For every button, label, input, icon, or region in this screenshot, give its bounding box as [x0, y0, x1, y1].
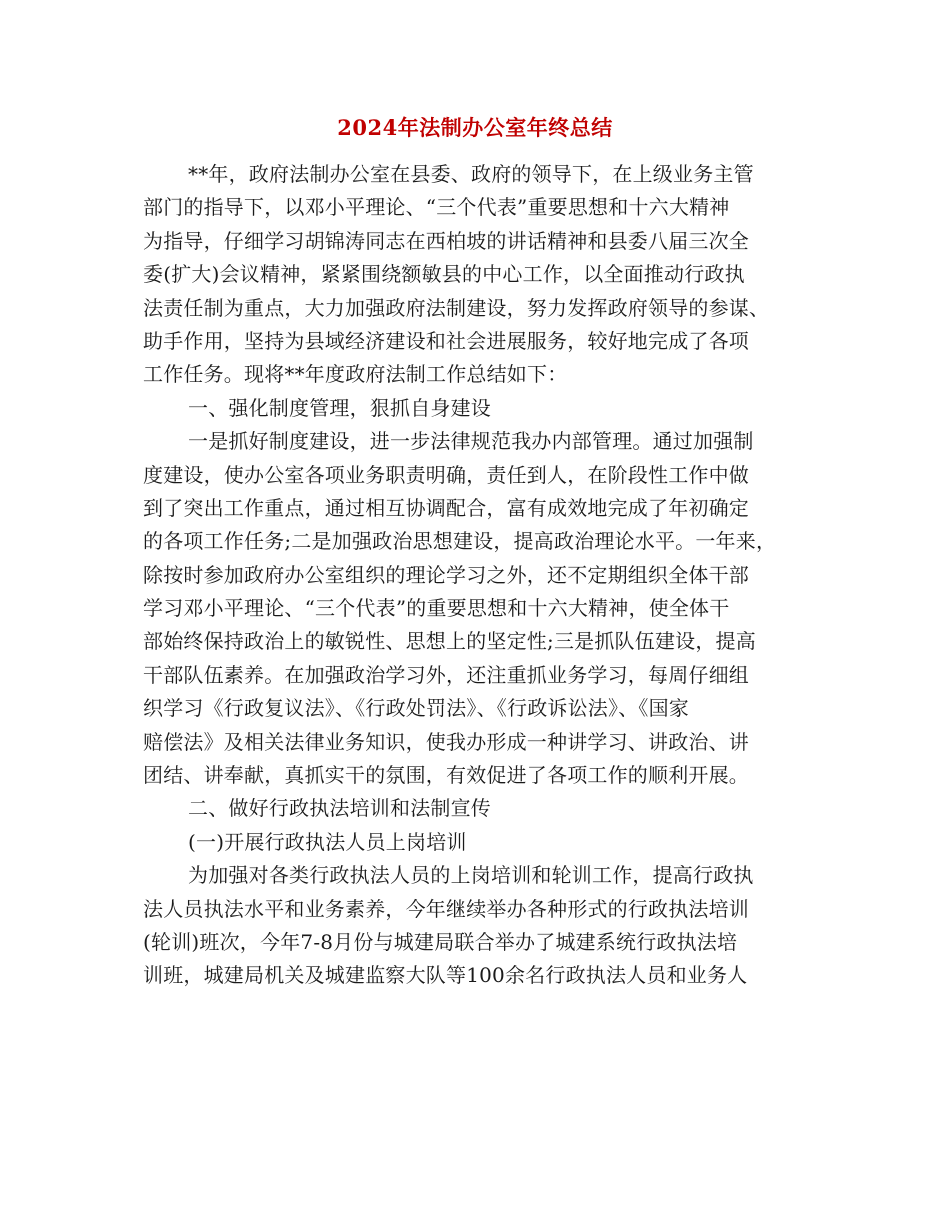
text-line: **年，政府法制办公室在县委、政府的领导下，在上级业务主管	[188, 162, 754, 186]
text-line: 干部队伍素养。在加强政治学习外，还注重抓业务学习，每周仔细组	[143, 662, 749, 687]
text-line: (一)开展行政执法人员上岗培训	[188, 829, 467, 854]
text-line: 织学习《行政复议法》、《行政处罚法》、《行政诉讼法》、《国家	[143, 696, 689, 721]
text-line: 助手作用，坚持为县域经济建设和社会进展服务，较好地完成了各项	[143, 328, 749, 353]
text-line: 委(扩大)会议精神，紧紧围绕额敏县的中心工作，以全面推动行政执	[143, 262, 745, 287]
text-line: 部门的指导下，以邓小平理论、“三个代表”重要思想和十六大精神	[143, 195, 730, 220]
text-line: 度建设，使办公室各项业务职责明确，责任到人，在阶段性工作中做	[143, 462, 749, 487]
text-line: 为加强对各类行政执法人员的上岗培训和轮训工作，提高行政执	[188, 863, 754, 888]
text-line: 一是抓好制度建设，进一步法律规范我办内部管理。通过加强制	[188, 429, 754, 454]
text-line: 工作任务。现将**年度政府法制工作总结如下：	[143, 362, 568, 387]
text-line: (轮训)班次，今年7-8月份与城建局联合举办了城建系统行政执法培	[143, 929, 738, 954]
text-line: 到了突出工作重点，通过相互协调配合，富有成效地完成了年初确定	[143, 495, 749, 520]
text-line: 训班，城建局机关及城建监察大队等100余名行政执法人员和业务人	[143, 963, 748, 988]
text-line: 为指导，仔细学习胡锦涛同志在西柏坡的讲话精神和县委八届三次全	[143, 228, 749, 253]
text-line: 赔偿法》及相关法律业务知识，使我办形成一种讲学习、讲政治、讲	[143, 729, 749, 754]
text-line: 法人员执法水平和业务素养，今年继续举办各种形式的行政执法培训	[143, 896, 749, 921]
text-line: 部始终保持政治上的敏锐性、思想上的坚定性;三是抓队伍建设，提高	[143, 629, 756, 654]
text-line: 一、强化制度管理，狠抓自身建设	[188, 395, 491, 420]
text-line: 学习邓小平理论、“三个代表”的重要思想和十六大精神，使全体干	[143, 596, 730, 621]
text-line: 团结、讲奉献，真抓实干的氛围，有效促进了各项工作的顺利开展。	[143, 763, 749, 788]
text-line: 的各项工作任务;二是加强政治思想建设，提高政治理论水平。一年来，	[143, 529, 777, 554]
text-line: 除按时参加政府办公室组织的理论学习之外，还不定期组织全体干部	[143, 562, 749, 587]
document-title: 2024年法制办公室年终总结	[337, 115, 613, 140]
text-line: 二、做好行政执法培训和法制宣传	[188, 796, 491, 821]
text-line: 法责任制为重点，大力加强政府法制建设，努力发挥政府领导的参谋、	[143, 295, 770, 320]
document-body	[143, 158, 813, 993]
